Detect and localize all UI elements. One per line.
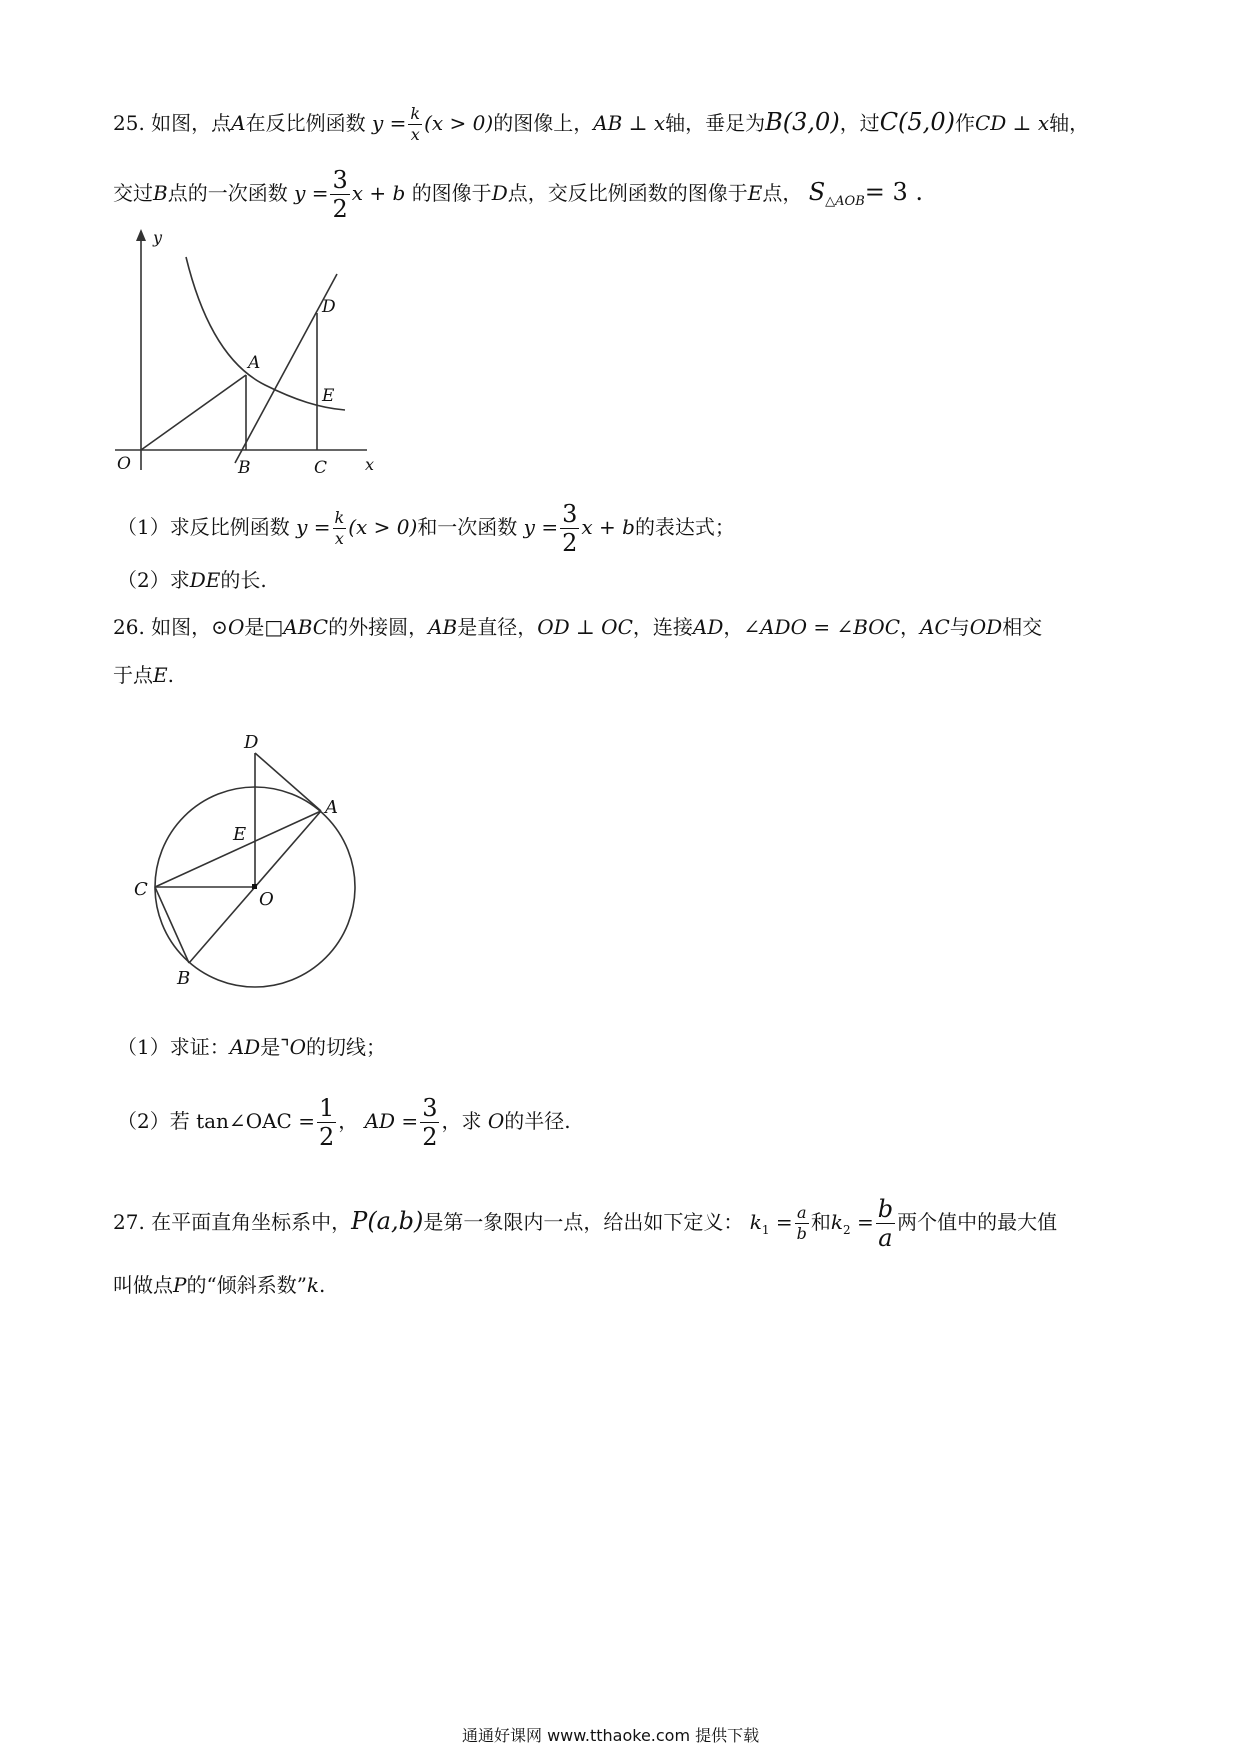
p27-line2: 叫做点P的“倾斜系数”k. [113,1273,326,1297]
p26-number: 26. [113,615,145,639]
label-b: B [177,968,191,989]
p25-q2: （2）求DE的长. [117,568,267,592]
p27-line1: 27. 在平面直角坐标系中，P(a,b)是第一象限内一点，给出如下定义： $k_1$ = $\frac{a}{b}$ 和$k_2$ = $\frac{b}{a}$ 两个值中的最大值 [113,1195,1058,1252]
label-d: D [322,297,336,317]
label-e: E [233,824,247,845]
label-d: D [244,732,259,753]
p25-line2: 交过B点的一次函数 y = $\frac{3}{2}$ x + b 的图像于D点，交反比例函数的图像于E点， $S_{\triangle AOB}= 3$ . [113,166,924,223]
center-dot [252,884,257,889]
p25-graph [105,225,395,485]
label-o: O [259,889,274,910]
p25-q1: （1）求反比例函数 y = $\frac{k}{x}$ (x > 0)和一次函数 y = $\frac{3}{2}$ x + b的表达式； [117,500,735,557]
p26-q1: （1）求证：AD是⌝O的切线； [117,1035,386,1059]
label-c: C [134,879,148,900]
p26-q2: （2）若 tan∠OAC = $\frac{1}{2}$ ， AD = $\frac{3}{2}$ ，求 O的半径. [117,1094,571,1151]
label-b: B [238,458,251,478]
footer-text: 通通好课网 www.tthaoke.com 提供下载 [462,1726,760,1745]
label-o: O [117,454,131,474]
p25-frac-k-x: $\frac{k}{x}$ [410,104,421,144]
label-a: A [325,797,338,818]
p26-line1: 26. 如图，⊙O是□ABC的外接圆，AB是直径，OD ⊥ OC，连接AD，∠ADO = ∠BOC，AC与OD相交 [113,615,1043,639]
label-e: E [322,386,335,406]
p25-number: 25. [113,111,145,135]
p27-number: 27. [113,1210,145,1234]
label-x: x [365,455,375,474]
y-axis-arrow [136,229,146,241]
label-a: A [248,353,261,373]
label-y: y [153,228,163,247]
p25-line1: 25. 如图，点A在反比例函数 y = $\frac{k}{x}$ (x > 0)的图像上，AB ⊥ x轴，垂足为B(3,0)，过C(5,0)作CD ⊥ x轴， [113,104,1090,144]
segment-da [255,753,321,811]
segment-cb [155,887,189,963]
label-c: C [314,458,328,478]
line-oa [141,375,246,450]
p26-graph [125,725,375,995]
segment-ca [155,811,321,887]
p25-frac-3-2: $\frac{3}{2}$ [332,166,348,223]
p26-line2: 于点E. [113,663,174,687]
